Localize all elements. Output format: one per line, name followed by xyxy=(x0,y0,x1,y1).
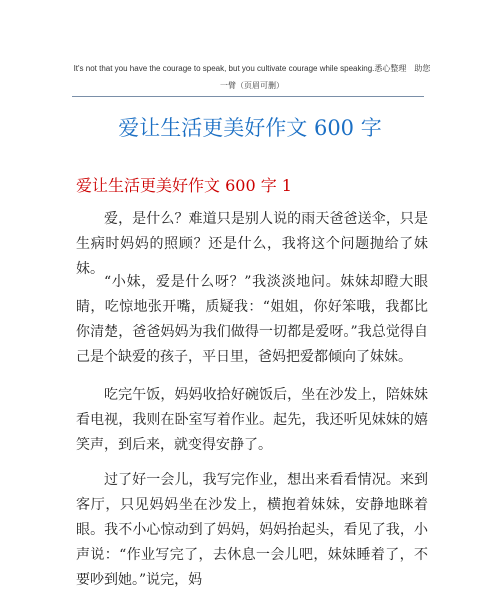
paragraph xyxy=(76,270,428,370)
paragraph-text: 爱，是什么？难道只是别人说的雨天爸爸送伞，只是生病时妈妈的照顾？还是什么，我将这个问题抛给了妹妹。 xyxy=(76,211,428,277)
paragraph xyxy=(76,383,428,458)
page-header-note: It's not that you have the courage to speak, but you cultivate courage while speaking.悉心整理 助您一臂（页眉可删） xyxy=(73,64,431,90)
paragraph-text: 吃完午饭，妈妈收拾好碗饭后，坐在沙发上，陪妹妹看电视，我则在卧室写着作业。起先，我还听见妹妹的嬉笑声，到后来，就变得安静了。 xyxy=(76,387,428,453)
paragraph xyxy=(76,468,428,593)
paragraph-text: “小妹，爱是什么呀？”我淡淡地问。妹妹却瞪大眼睛，吃惊地张开嘴，质疑我：“姐姐，你好笨哦，我都比你清楚，爸爸妈妈为我们做得一切都是爱呀。”我总觉得自己是个缺爱的孩子，平日里，爸妈把爱都倾向了妹妹。 xyxy=(76,274,428,365)
document-title: 爱让生活更美好作文 600 字 xyxy=(118,116,382,140)
section-heading: 爱让生活更美好作文 600 字 1 xyxy=(76,176,292,195)
paragraph-text: 过了好一会儿，我写完作业，想出来看看情况。来到客厅，只见妈妈坐在沙发上，横抱着妹妹，安静地眯着眼。我不小心惊动到了妈妈，妈妈抬起头，看见了我，小声说：“作业写完了，去休息一会儿吧，妹妹睡着了，不要吵到她。”说完，妈 xyxy=(76,472,428,588)
header-divider xyxy=(72,96,424,97)
